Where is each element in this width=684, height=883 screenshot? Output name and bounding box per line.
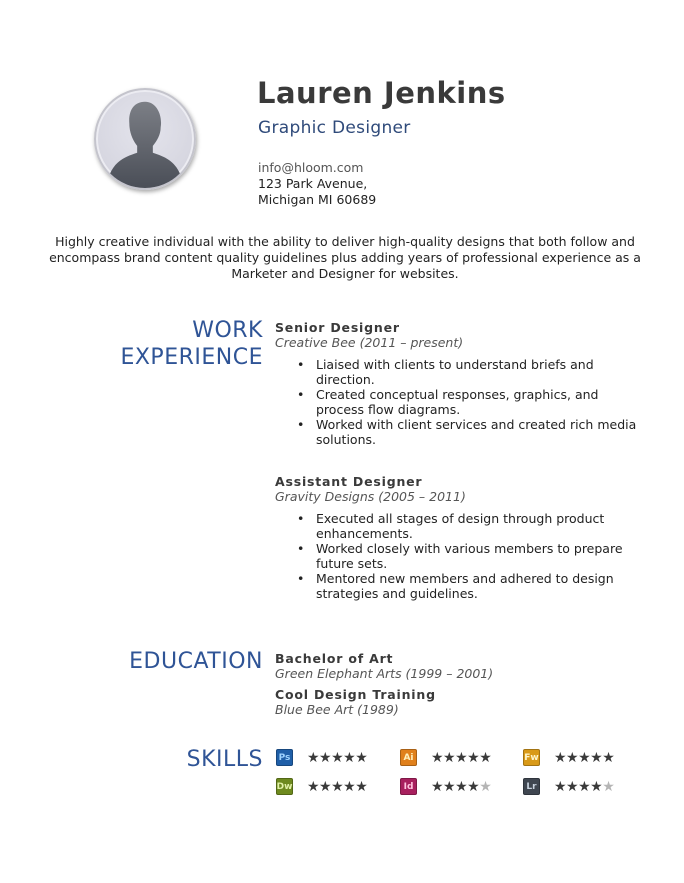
rating-stars xyxy=(431,750,491,766)
rating-stars xyxy=(431,779,491,795)
person-silhouette-icon xyxy=(96,90,194,188)
dreamweaver-icon: Dw xyxy=(276,778,293,795)
stars-filled: ★★★★★ xyxy=(431,749,492,766)
job-title: Assistant Designer xyxy=(275,474,423,489)
bullet-item: • Worked with client services and created rich media solutions. xyxy=(297,417,642,447)
education-school: Green Elephant Arts (1999 – 2001) xyxy=(275,666,494,681)
rating-stars xyxy=(554,779,614,795)
bullet-item: • Executed all stages of design through product enhancements. xyxy=(297,511,642,541)
contact-address-line1: 123 Park Avenue, xyxy=(258,176,368,191)
contact-email[interactable]: info@hloom.com xyxy=(258,160,364,175)
section-title-education: EDUCATION xyxy=(129,649,263,674)
job-bullets xyxy=(297,511,642,601)
job-company: Gravity Designs (2005 – 2011) xyxy=(275,489,466,504)
fireworks-icon: Fw xyxy=(523,749,540,766)
candidate-role: Graphic Designer xyxy=(258,118,411,138)
photoshop-icon: Ps xyxy=(276,749,293,766)
profile-photo-avatar xyxy=(94,88,196,190)
section-title-line1: WORK xyxy=(192,318,263,343)
skill-indesign xyxy=(400,778,491,795)
section-title-skills: SKILLS xyxy=(186,747,263,772)
stars-filled: ★★★★★ xyxy=(307,749,368,766)
bullet-item: • Created conceptual responses, graphics, and process flow diagrams. xyxy=(297,387,642,417)
education-degree: Bachelor of Art xyxy=(275,651,394,666)
job-company: Creative Bee (2011 – present) xyxy=(275,335,464,350)
skill-dreamweaver xyxy=(276,778,367,795)
bullet-item: • Liaised with clients to understand briefs and direction. xyxy=(297,357,642,387)
rating-stars xyxy=(307,779,367,795)
stars-filled: ★★★★ xyxy=(554,778,603,795)
stars-empty: ★ xyxy=(479,778,492,795)
contact-address-line2: Michigan MI 60689 xyxy=(258,192,377,207)
stars-filled: ★★★★★ xyxy=(307,778,368,795)
candidate-name: Lauren Jenkins xyxy=(257,76,506,110)
skill-lightroom xyxy=(523,778,614,795)
section-title-line2: EXPERIENCE xyxy=(120,345,263,370)
lightroom-icon: Lr xyxy=(523,778,540,795)
illustrator-icon: Ai xyxy=(400,749,417,766)
job-title: Senior Designer xyxy=(275,320,400,335)
education-school: Blue Bee Art (1989) xyxy=(275,702,399,717)
skill-photoshop xyxy=(276,749,367,766)
job-bullets xyxy=(297,357,642,447)
bullet-item: • Worked closely with various members to prepare future sets. xyxy=(297,541,642,571)
indesign-icon: Id xyxy=(400,778,417,795)
education-degree: Cool Design Training xyxy=(275,687,436,702)
stars-filled: ★★★★★ xyxy=(554,749,615,766)
stars-filled: ★★★★ xyxy=(431,778,480,795)
rating-stars xyxy=(307,750,367,766)
bullet-item: • Mentored new members and adhered to design strategies and guidelines. xyxy=(297,571,642,601)
summary-paragraph: Highly creative individual with the ability to deliver high-quality designs that both follow and encompass brand content quality guidelines plus adding years of professional experience as a Marketer and Designer for websites. xyxy=(49,234,641,281)
rating-stars xyxy=(554,750,614,766)
section-title-work-experience xyxy=(120,317,263,371)
stars-empty: ★ xyxy=(602,778,615,795)
skill-fireworks xyxy=(523,749,614,766)
contact-block xyxy=(258,160,376,208)
skill-illustrator xyxy=(400,749,491,766)
